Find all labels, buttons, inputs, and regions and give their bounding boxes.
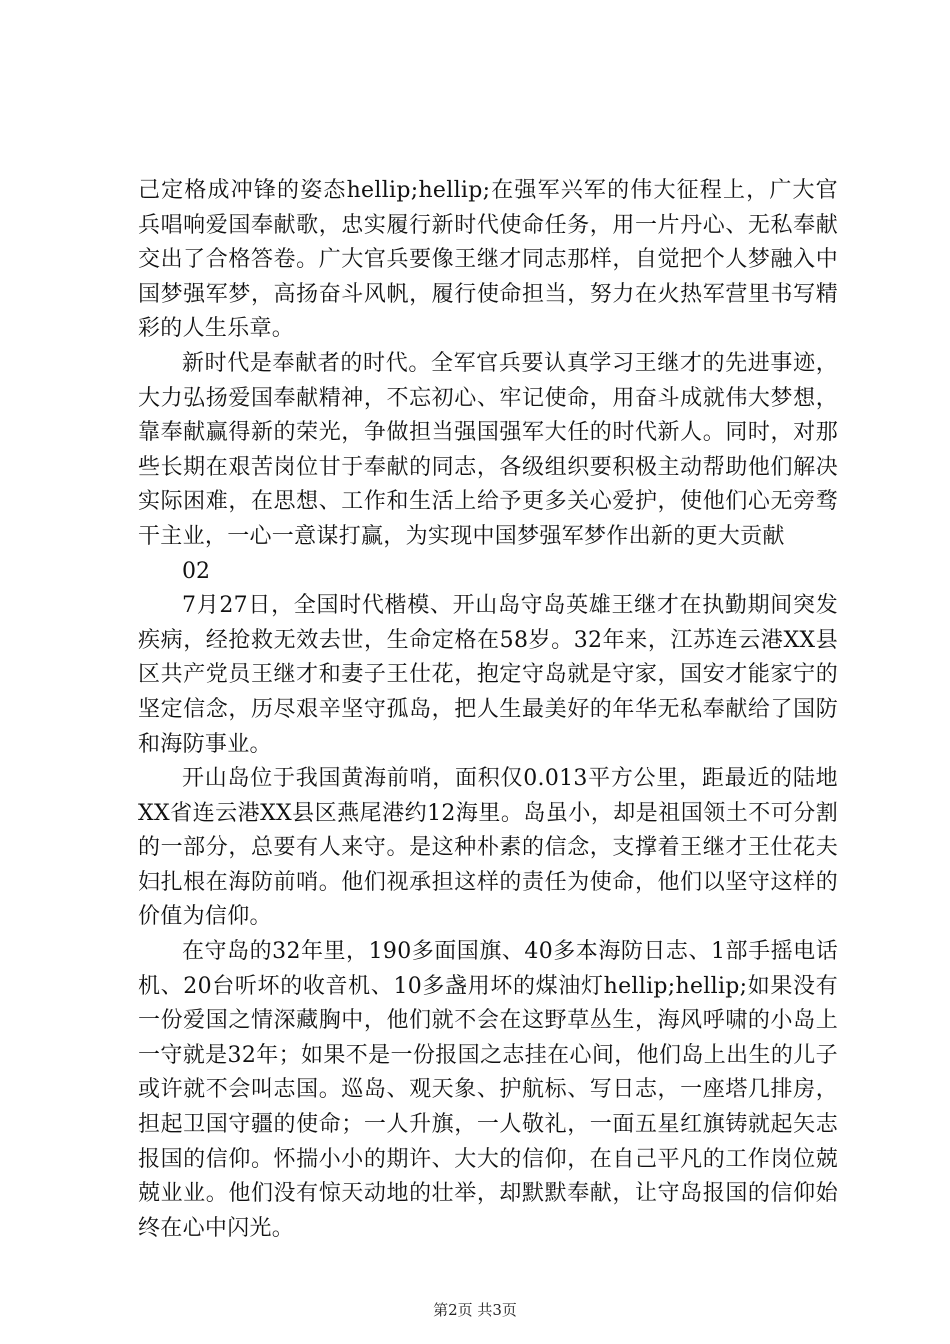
- paragraph: 新时代是奉献者的时代。全军官兵要认真学习王继才的先进事迹，大力弘扬爱国奉献精神，不忘初心、牢记使命，用奋斗成就伟大梦想，靠奉献赢得新的荣光，争做担当强国强军大任的时代新人。同时，对那些长期在艰苦岗位甘于奉献的同志，各级组织要积极主动帮助他们解决实际困难，在思想、工作和生活上给予更多关心爱护，使他们心无旁骛干主业，一心一意谋打赢，为实现中国梦强军梦作出新的更大贡献: [138, 350, 838, 549]
- paragraph: 在守岛的32年里，190多面国旗、40多本海防日志、1部手摇电话机、20台听坏的收音机、10多盏用坏的煤油灯hellip;hellip;如果没有一份爱国之情深藏胸中，他们就不会在这野草丛生，海风呼啸的小岛上一守就是32年；如果不是一份报国之志挂在心间，他们岛上出生的儿子或许就不会叫志国。巡岛、观天象、护航标、写日志，一座塔几排房，担起卫国守疆的使命；一人升旗，一人敬礼，一面五星红旗铸就起矢志报国的信仰。怀揣小小的期许、大大的信仰，在自己平凡的工作岗位兢兢业业。他们没有惊天动地的壮举，却默默奉献，让守岛报国的信仰始终在心中闪光。: [138, 939, 838, 1241]
- page-footer: 第2页 共3页: [433, 1301, 517, 1319]
- document-body: [138, 174, 838, 1246]
- paragraph: 7月27日，全国时代楷模、开山岛守岛英雄王继才在执勤期间突发疾病，经抢救无效去世，生命定格在58岁。32年来，江苏连云港XX县区共产党员王继才和妻子王仕花，抱定守岛就是守家，国安才能家宁的坚定信念，历尽艰辛坚守孤岛，把人生最美好的年华无私奉献给了国防和海防事业。: [138, 593, 838, 757]
- section-number: 02: [182, 558, 210, 584]
- paragraph: 己定格成冲锋的姿态hellip;hellip;在强军兴军的伟大征程上，广大官兵唱响爱国奉献歌，忠实履行新时代使命任务，用一片丹心、无私奉献交出了合格答卷。广大官兵要像王继才同志那样，自觉把个人梦融入中国梦强军梦，高扬奋斗风帆，履行使命担当，努力在火热军营里书写精彩的人生乐章。: [138, 178, 838, 342]
- paragraph: 开山岛位于我国黄海前哨，面积仅0.013平方公里，距最近的陆地XX省连云港XX县区燕尾港约12海里。岛虽小，却是祖国领土不可分割的一部分，总要有人来守。是这种朴素的信念，支撑着王继才王仕花夫妇扎根在海防前哨。他们视承担这样的责任为使命，他们以坚守这样的价值为信仰。: [138, 766, 838, 930]
